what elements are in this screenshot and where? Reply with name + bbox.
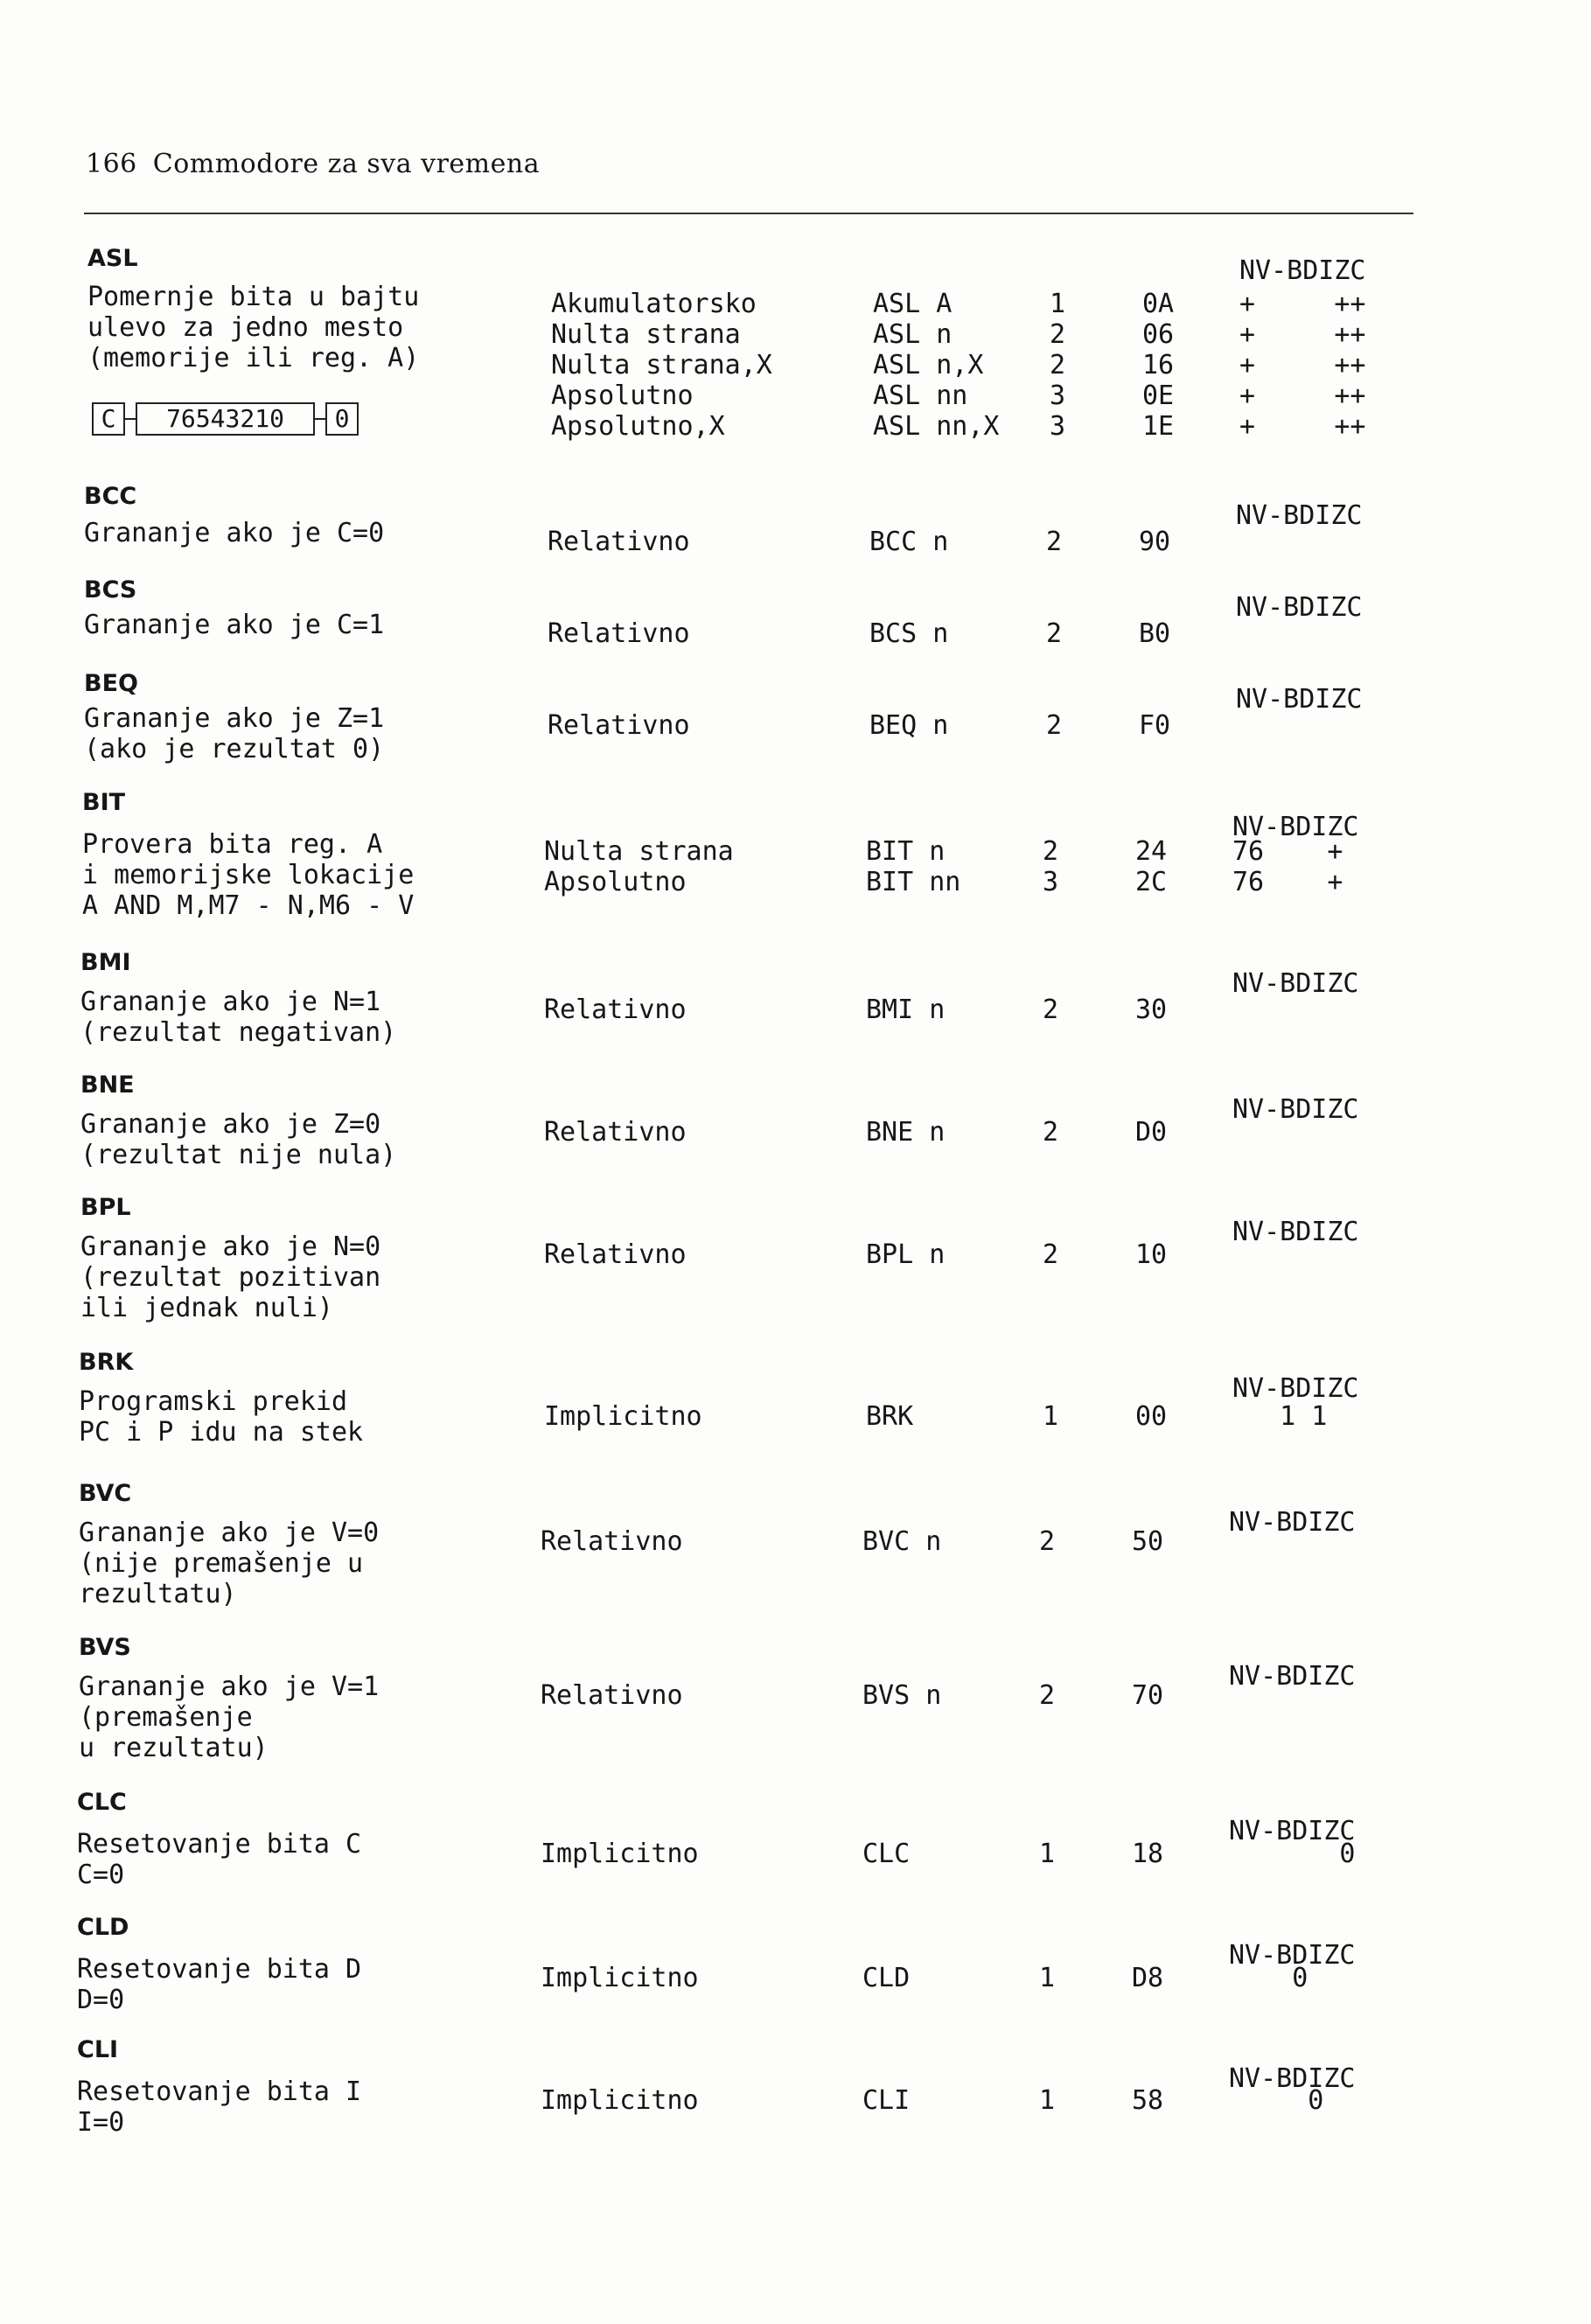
instruction-syntax: ASL nn,X	[873, 411, 1000, 442]
addressing-mode: Relativno	[548, 527, 690, 557]
instruction-syntax: ASL n,X	[873, 350, 984, 380]
opcode: B0	[1139, 618, 1171, 649]
addressing-mode: Relativno	[541, 1680, 683, 1711]
description-line: (rezultat nije nula)	[80, 1140, 397, 1170]
byte-count: 1	[1039, 1963, 1056, 1993]
description	[79, 1386, 363, 1448]
flag-effects: 0	[1229, 2085, 1324, 2116]
opcode: 58	[1132, 2085, 1164, 2116]
addressing-mode: Relativno	[548, 618, 690, 649]
instruction-syntax: ASL nn	[873, 380, 968, 411]
instruction-syntax: CLI	[862, 2085, 911, 2116]
byte-count: 2	[1043, 836, 1059, 867]
description	[79, 1518, 379, 1609]
book-title: Commodore za sva vremena	[152, 149, 541, 179]
flags-header: NV-BDIZC	[1236, 500, 1363, 531]
description-line: C=0	[77, 1860, 125, 1890]
description	[82, 829, 414, 921]
byte-count: 1	[1039, 2085, 1056, 2116]
description-line: (rezultat negativan)	[80, 1017, 397, 1048]
byte-count: 2	[1043, 995, 1059, 1025]
description	[77, 1954, 361, 2015]
opcode: 2C	[1135, 867, 1168, 897]
byte-count: 2	[1050, 350, 1066, 380]
description-line: I=0	[77, 2107, 125, 2138]
flags-header: NV-BDIZC	[1232, 1373, 1359, 1404]
instruction-syntax: BIT n	[866, 836, 946, 867]
addressing-mode: Apsolutno	[551, 380, 694, 411]
addressing-mode: Implicitno	[541, 1963, 699, 1993]
instruction-syntax: BVS n	[862, 1680, 942, 1711]
flags-header: NV-BDIZC	[1236, 684, 1363, 715]
description-line: Grananje ako je N=1	[80, 987, 381, 1017]
description	[87, 282, 419, 373]
opcode: 24	[1135, 836, 1168, 867]
instruction-syntax: BMI n	[866, 995, 946, 1025]
opcode: 70	[1132, 1680, 1164, 1711]
diagram-connector	[125, 418, 136, 420]
instruction-syntax: BIT nn	[866, 867, 961, 897]
flags-header: NV-BDIZC	[1229, 2063, 1356, 2094]
opcode: 0E	[1142, 380, 1175, 411]
page-header	[86, 149, 540, 179]
byte-count: 2	[1039, 1680, 1056, 1711]
mnemonic: BCC	[84, 483, 137, 510]
flags-header: NV-BDIZC	[1229, 1940, 1356, 1971]
description-line: Grananje ako je N=0	[80, 1232, 381, 1262]
opcode: 06	[1142, 319, 1175, 350]
mnemonic: ASL	[87, 245, 138, 272]
mnemonic: BCS	[84, 576, 137, 604]
flags-header: NV-BDIZC	[1236, 592, 1363, 623]
description-line: ulevo za jedno mesto	[87, 312, 404, 343]
flag-effects: + ++	[1239, 411, 1366, 442]
description-line: rezultatu)	[79, 1579, 237, 1609]
flag-effects: + ++	[1239, 350, 1366, 380]
flags-header: NV-BDIZC	[1229, 1661, 1356, 1692]
description-line: u rezultatu)	[79, 1733, 269, 1763]
opcode: 30	[1135, 995, 1168, 1025]
addressing-mode: Implicitno	[541, 1839, 699, 1869]
description	[84, 703, 384, 764]
mnemonic: BVS	[79, 1634, 131, 1661]
flag-effects: + ++	[1239, 319, 1366, 350]
opcode: D8	[1132, 1963, 1164, 1993]
description-line: Provera bita reg. A	[82, 829, 383, 860]
mnemonic: BNE	[80, 1071, 135, 1099]
instruction-syntax: BNE n	[866, 1117, 946, 1148]
description-line: PC i P idu na stek	[79, 1417, 364, 1448]
opcode: 50	[1132, 1526, 1164, 1557]
description	[84, 610, 384, 640]
mnemonic: CLD	[77, 1914, 129, 1941]
byte-count: 1	[1050, 289, 1066, 319]
instruction-syntax: CLC	[862, 1839, 911, 1869]
addressing-mode: Implicitno	[541, 2085, 699, 2116]
byte-count: 1	[1039, 1839, 1056, 1869]
byte-count: 1	[1043, 1401, 1059, 1432]
mnemonic: CLC	[77, 1789, 127, 1816]
opcode: 1E	[1142, 411, 1175, 442]
opcode: 00	[1135, 1401, 1168, 1432]
description-line: Grananje ako je Z=1	[84, 703, 385, 734]
description-line: Grananje ako je C=0	[84, 518, 385, 548]
flag-effects: + ++	[1239, 289, 1366, 319]
instruction-syntax: BRK	[866, 1401, 914, 1432]
opcode: 0A	[1142, 289, 1175, 319]
carry-box: C	[92, 402, 125, 436]
instruction-syntax: ASL A	[873, 289, 953, 319]
byte-count: 3	[1050, 380, 1066, 411]
description-line: Grananje ako je V=0	[79, 1518, 380, 1548]
mnemonic: BMI	[80, 949, 131, 976]
byte-count: 2	[1046, 710, 1063, 741]
description-line: Resetovanje bita D	[77, 1954, 362, 1985]
mnemonic: BPL	[80, 1194, 131, 1221]
flag-effects: 0	[1229, 1963, 1308, 1993]
byte-count: 2	[1046, 618, 1063, 649]
description-line: (memorije ili reg. A)	[87, 343, 420, 373]
instruction-syntax: BEQ n	[869, 710, 949, 741]
description-line: (premašenje	[79, 1702, 253, 1733]
description-line: ili jednak nuli)	[80, 1293, 333, 1323]
description-line: Grananje ako je V=1	[79, 1671, 380, 1702]
description-line: (rezultat pozitivan	[80, 1262, 381, 1293]
byte-count: 3	[1043, 867, 1059, 897]
description-line: (nije premašenje u	[79, 1548, 364, 1579]
instruction-syntax: BVC n	[862, 1526, 942, 1557]
byte-count: 2	[1046, 527, 1063, 557]
addressing-mode: Relativno	[544, 1117, 687, 1148]
addressing-mode: Apsolutno	[544, 867, 687, 897]
description	[77, 1829, 361, 1890]
flags-header: NV-BDIZC	[1239, 255, 1366, 286]
diagram-connector	[315, 418, 325, 420]
addressing-mode: Relativno	[541, 1526, 683, 1557]
description-line: A AND M,M7 - N,M6 - V	[82, 890, 415, 921]
instruction-syntax: BCC n	[869, 527, 949, 557]
instruction-syntax: BPL n	[866, 1239, 946, 1270]
flags-header: NV-BDIZC	[1229, 1507, 1356, 1538]
flags-header: NV-BDIZC	[1232, 968, 1359, 999]
flags-header: NV-BDIZC	[1229, 1816, 1356, 1846]
description-line: Grananje ako je C=1	[84, 610, 385, 640]
flag-effects: + ++	[1239, 380, 1366, 411]
mnemonic: BIT	[82, 789, 126, 816]
addressing-mode: Nulta strana,X	[551, 350, 772, 380]
instruction-syntax: BCS n	[869, 618, 949, 649]
flags-header: NV-BDIZC	[1232, 1217, 1359, 1247]
description	[80, 987, 396, 1048]
description-line: Resetovanje bita I	[77, 2076, 362, 2107]
byte-count: 2	[1039, 1526, 1056, 1557]
addressing-mode: Akumulatorsko	[551, 289, 757, 319]
flag-effects: 0	[1229, 1839, 1356, 1869]
mnemonic: BEQ	[84, 670, 138, 697]
opcode: 16	[1142, 350, 1175, 380]
description-line: Resetovanje bita C	[77, 1829, 362, 1860]
flags-header: NV-BDIZC	[1232, 812, 1359, 842]
opcode: 18	[1132, 1839, 1164, 1869]
addressing-mode: Implicitno	[544, 1401, 702, 1432]
description	[80, 1232, 380, 1323]
opcode: 90	[1139, 527, 1171, 557]
mnemonic: BVC	[79, 1480, 132, 1507]
description-line: Grananje ako je Z=0	[80, 1109, 381, 1140]
description-line: (ako je rezultat 0)	[84, 734, 385, 764]
opcode: 10	[1135, 1239, 1168, 1270]
description	[79, 1671, 379, 1763]
page-number: 166	[86, 149, 137, 179]
flags-header: NV-BDIZC	[1232, 1094, 1359, 1125]
mnemonic: CLI	[77, 2036, 119, 2063]
byte-count: 2	[1050, 319, 1066, 350]
description-line: D=0	[77, 1985, 125, 2015]
description-line: Programski prekid	[79, 1386, 348, 1417]
addressing-mode: Relativno	[544, 1239, 687, 1270]
zero-box: 0	[325, 402, 359, 436]
bits-box: 76543210	[136, 402, 315, 436]
instruction-syntax: ASL n	[873, 319, 953, 350]
description	[77, 2076, 361, 2138]
byte-count: 3	[1050, 411, 1066, 442]
flag-effects: 1 1	[1232, 1401, 1328, 1432]
byte-count: 2	[1043, 1239, 1059, 1270]
flag-effects: 76 +	[1232, 867, 1343, 897]
instruction-syntax: CLD	[862, 1963, 911, 1993]
addressing-mode: Nulta strana	[551, 319, 741, 350]
opcode: F0	[1139, 710, 1171, 741]
description	[84, 518, 384, 548]
description-line: Pomernje bita u bajtu	[87, 282, 420, 312]
description-line: i memorijske lokacije	[82, 860, 415, 890]
mnemonic: BRK	[79, 1349, 134, 1376]
addressing-mode: Nulta strana	[544, 836, 734, 867]
flag-effects: 76 +	[1232, 836, 1343, 867]
header-rule	[84, 213, 1413, 214]
description	[80, 1109, 396, 1170]
addressing-mode: Relativno	[544, 995, 687, 1025]
addressing-mode: Relativno	[548, 710, 690, 741]
byte-count: 2	[1043, 1117, 1059, 1148]
addressing-mode: Apsolutno,X	[551, 411, 725, 442]
opcode: D0	[1135, 1117, 1168, 1148]
